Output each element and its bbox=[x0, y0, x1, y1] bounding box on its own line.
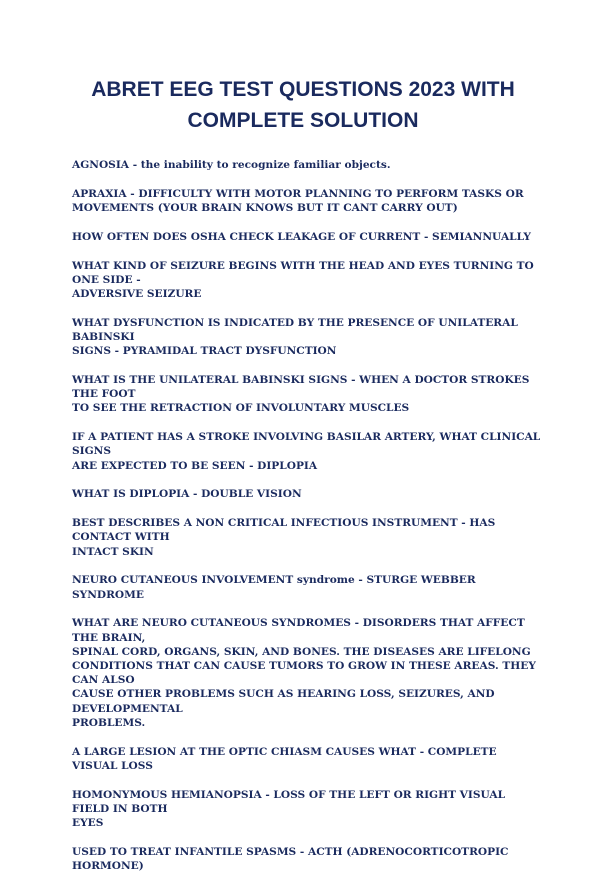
document-title: ABRET EEG TEST QUESTIONS 2023 WITH COMPLETE SOLUTION bbox=[91, 78, 515, 132]
qa-item: WHAT ARE NEURO CUTANEOUS SYNDROMES - DISORDERS THAT AFFECT THE BRAIN, SPINAL CORD, ORGANS, SKIN, AND BONES. THE DISEASES ARE LIFELONG CONDITIONS THAT CAN CAUSE TUMORS TO GROW IN THESE AREAS. THEY CAN ALSO CAUSE OTHER PROBLEMS SUCH AS HEARING LOSS, SEIZURES, AND DEVELOPMENTAL PROBLEMS. bbox=[72, 617, 536, 729]
qa-item: USED TO TREAT INFANTILE SPASMS - ACTH (ADRENOCORTICOTROPIC HORMONE) bbox=[72, 845, 509, 873]
qa-list bbox=[72, 158, 542, 888]
qa-item: HOMONYMOUS HEMIANOPSIA - LOSS OF THE LEFT OR RIGHT VISUAL FIELD IN BOTH EYES bbox=[72, 788, 506, 830]
qa-item: A LARGE LESION AT THE OPTIC CHIASM CAUSES WHAT - COMPLETE VISUAL LOSS bbox=[72, 745, 497, 772]
qa-item: HOW OFTEN DOES OSHA CHECK LEAKAGE OF CURRENT - SEMIANNUALLY bbox=[72, 230, 531, 243]
qa-item: BEST DESCRIBES A NON CRITICAL INFECTIOUS INSTRUMENT - HAS CONTACT WITH INTACT SKIN bbox=[72, 517, 496, 558]
qa-item: NEURO CUTANEOUS INVOLVEMENT syndrome - STURGE WEBBER SYNDROME bbox=[72, 574, 476, 601]
qa-item: IF A PATIENT HAS A STROKE INVOLVING BASILAR ARTERY, WHAT CLINICAL SIGNS ARE EXPECTED TO BE SEEN - DIPLOPIA bbox=[72, 431, 541, 472]
qa-item: APRAXIA - DIFFICULTY WITH MOTOR PLANNING TO PERFORM TASKS OR MOVEMENTS (YOUR BRAIN KNOWS BUT IT CANT CARRY OUT) bbox=[72, 187, 524, 214]
qa-item: WHAT DYSFUNCTION IS INDICATED BY THE PRESENCE OF UNILATERAL BABINSKI SIGNS - PYRAMIDAL TRACT DYSFUNCTION bbox=[72, 316, 518, 358]
qa-item: WHAT IS THE UNILATERAL BABINSKI SIGNS - WHEN A DOCTOR STROKES THE FOOT TO SEE THE RETRACTION OF INVOLUNTARY MUSCLES bbox=[72, 374, 530, 415]
qa-item: WHAT IS DIPLOPIA - DOUBLE VISION bbox=[72, 488, 302, 501]
qa-item: AGNOSIA - the inability to recognize familiar objects. bbox=[72, 159, 391, 171]
qa-item: WHAT KIND OF SEIZURE BEGINS WITH THE HEAD AND EYES TURNING TO ONE SIDE - ADVERSIVE SEIZURE bbox=[72, 259, 534, 300]
